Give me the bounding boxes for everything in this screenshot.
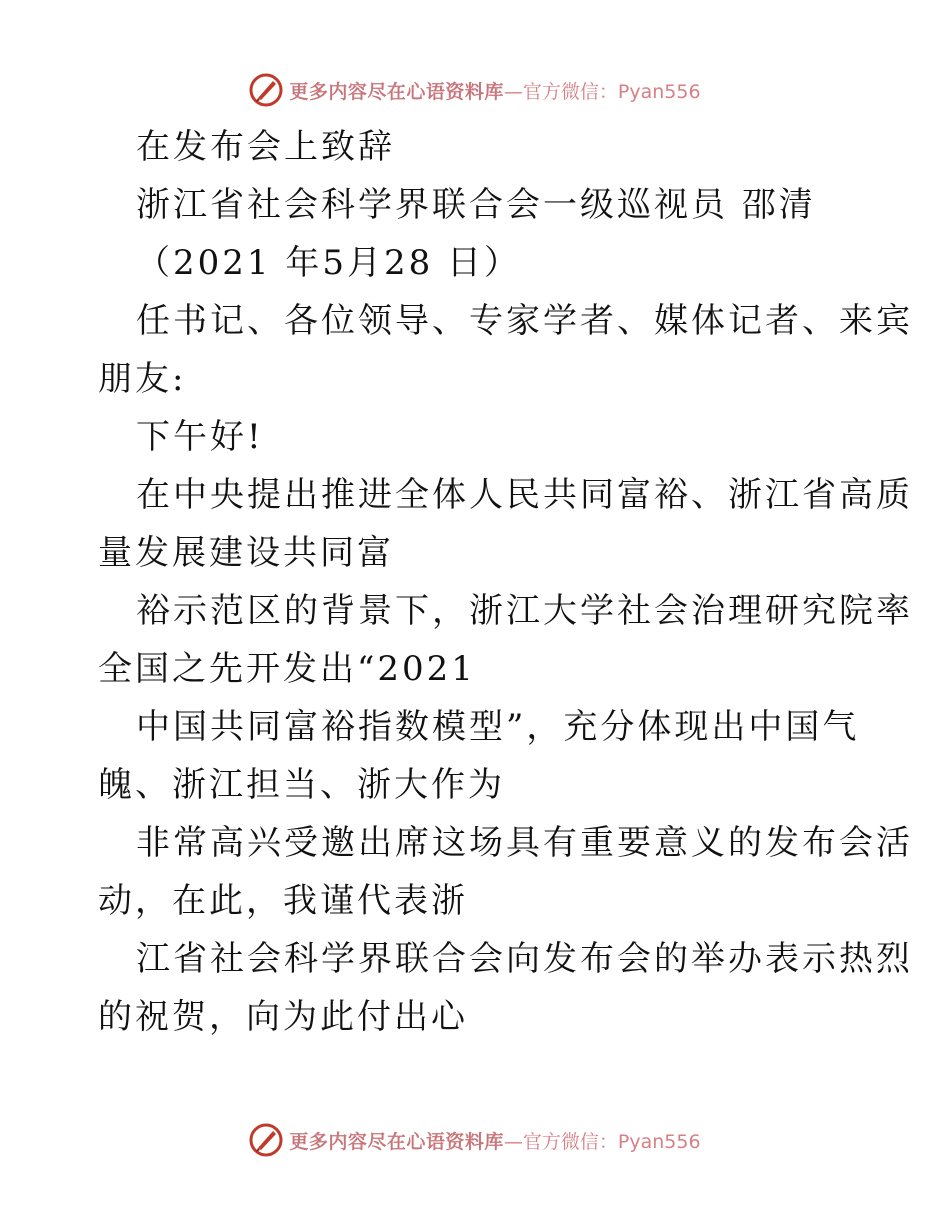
doc-line: 全国之先开发出“2021: [98, 649, 476, 689]
doc-line: 下午好!: [136, 417, 264, 457]
doc-line: 中国共同富裕指数模型”，充分体现出中国气: [136, 707, 860, 747]
doc-line: 江省社会科学界联合会向发布会的举办表示热烈: [136, 939, 913, 979]
pen-logo-icon: [249, 73, 283, 107]
pen-logo-icon: [249, 1123, 283, 1157]
doc-line: 魄、浙江担当、浙大作为: [98, 765, 505, 805]
doc-line: 非常高兴受邀出席这场具有重要意义的发布会活: [136, 823, 913, 863]
footer-watermark: [0, 1120, 950, 1160]
document-body: [98, 118, 913, 1046]
doc-line: 裕示范区的背景下，浙江大学社会治理研究院率: [136, 591, 913, 631]
header-watermark: [0, 70, 950, 110]
watermark-main-text: 更多内容尽在心语资料库: [289, 80, 504, 103]
doc-line: 量发展建设共同富: [98, 533, 394, 573]
doc-line: （2021 年5月28 日）: [136, 243, 522, 283]
doc-line: 的祝贺，向为此付出心: [98, 997, 468, 1037]
watermark-wechat-text: —官方微信：Pyan556: [503, 1130, 701, 1153]
doc-line: 浙江省社会科学界联合会一级巡视员 邵清: [136, 185, 816, 225]
doc-line: 在发布会上致辞: [136, 127, 395, 167]
watermark-main-text: 更多内容尽在心语资料库: [289, 1130, 504, 1153]
doc-line: 在中央提出推进全体人民共同富裕、浙江省高质: [136, 475, 913, 515]
doc-line: 动，在此，我谨代表浙: [98, 881, 468, 921]
doc-line: 朋友:: [98, 359, 187, 399]
watermark-wechat-text: —官方微信：Pyan556: [503, 80, 701, 103]
doc-line: 任书记、各位领导、专家学者、媒体记者、来宾: [136, 301, 913, 341]
